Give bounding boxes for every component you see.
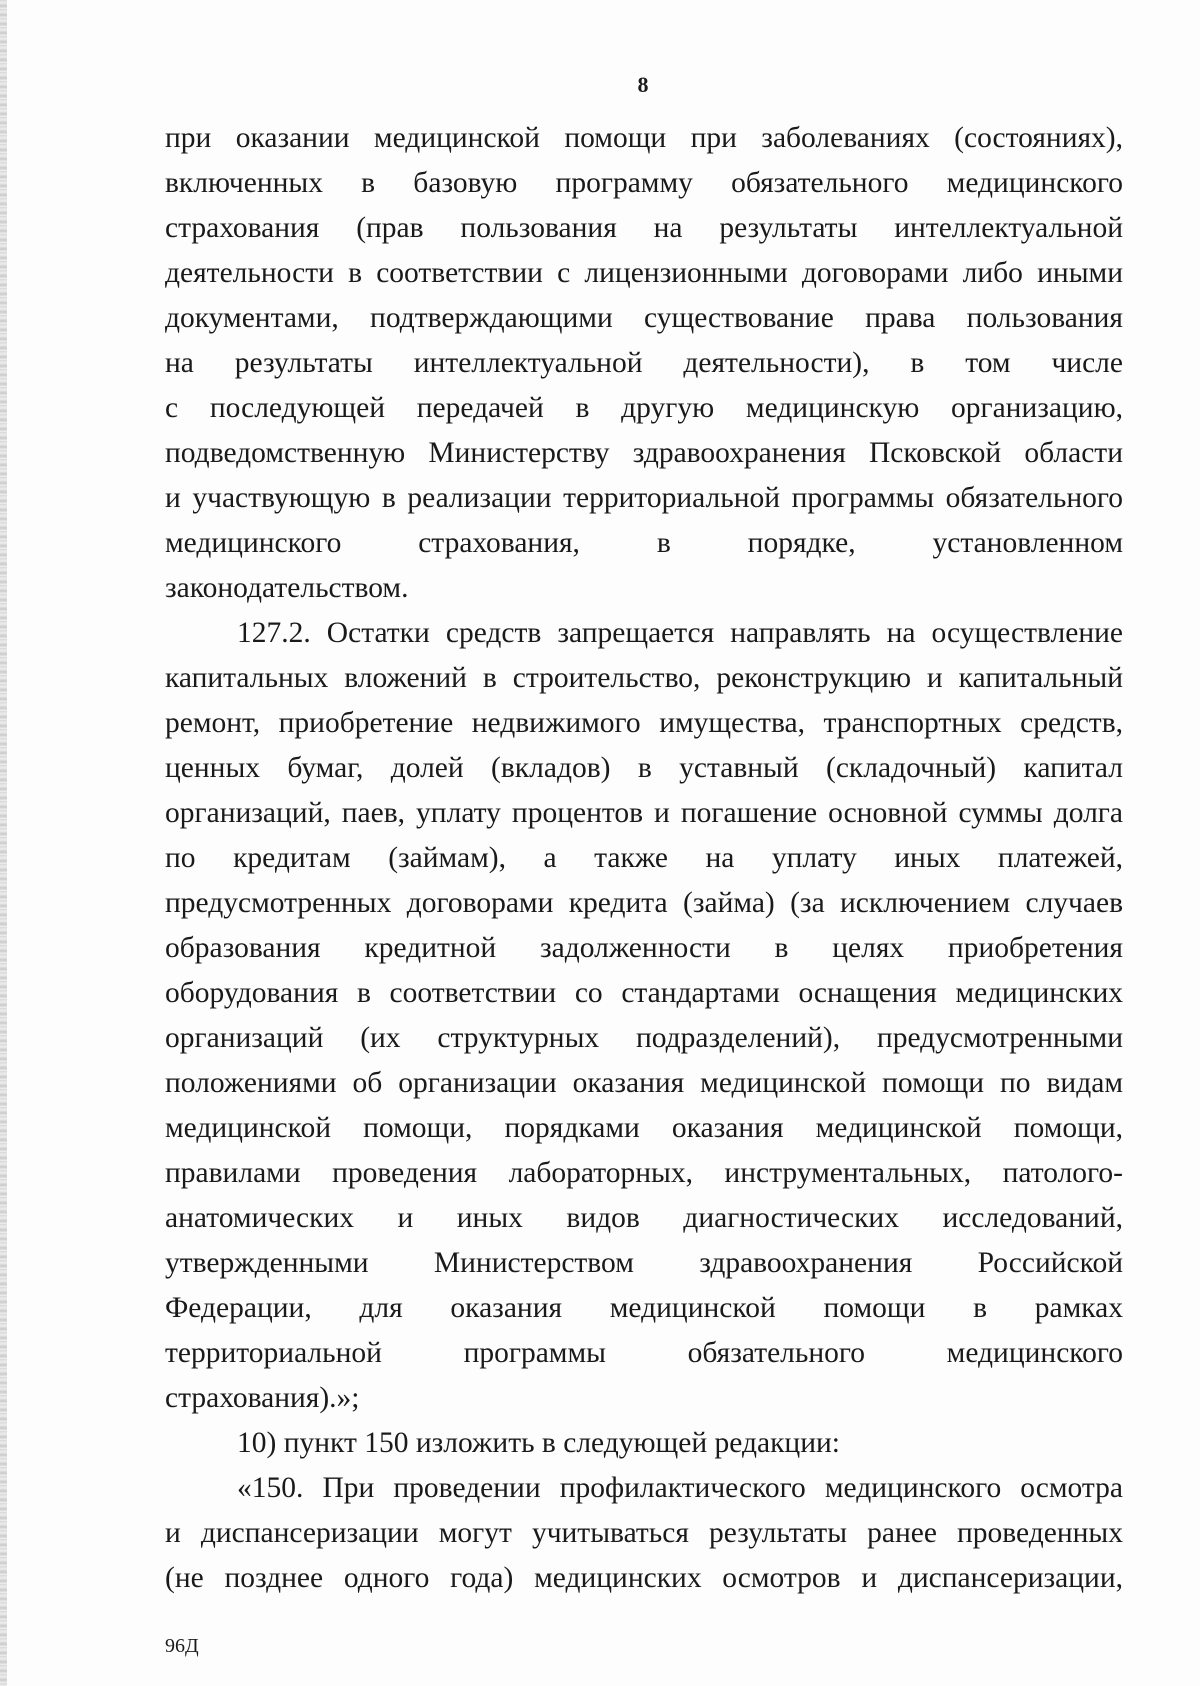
text-line: организаций, паев, уплату процентов и погашение основной суммы долга <box>165 797 1123 829</box>
text-line: при оказании медицинской помощи при заболеваниях (состояниях), <box>165 122 1123 154</box>
text-line: медицинской помощи, порядками оказания медицинской помощи, <box>165 1112 1123 1144</box>
text-line: законодательством. <box>165 572 409 604</box>
text-line: анатомических и иных видов диагностических исследований, <box>165 1202 1123 1234</box>
text-line: 10) пункт 150 изложить в следующей редакции: <box>237 1427 840 1459</box>
text-line: на результаты интеллектуальной деятельности), в том числе <box>165 347 1123 379</box>
text-line: 127.2. Остатки средств запрещается направлять на осуществление <box>237 617 1123 649</box>
text-line: и диспансеризации могут учитываться результаты ранее проведенных <box>165 1517 1123 1549</box>
document-code: 96Д <box>165 1635 199 1657</box>
text-line: капитальных вложений в строительство, реконструкцию и капитальный <box>165 662 1123 694</box>
text-line: и участвующую в реализации территориальной программы обязательного <box>165 482 1123 514</box>
text-line: включенных в базовую программу обязательного медицинского <box>165 167 1123 199</box>
text-line: образования кредитной задолженности в целях приобретения <box>165 932 1123 964</box>
text-line: организаций (их структурных подразделений), предусмотренными <box>165 1022 1123 1054</box>
text-line: по кредитам (займам), а также на уплату иных платежей, <box>165 842 1123 874</box>
text-line: правилами проведения лабораторных, инструментальных, патолого- <box>165 1157 1123 1189</box>
text-line: оборудования в соответствии со стандартами оснащения медицинских <box>165 977 1123 1009</box>
text-line: территориальной программы обязательного медицинского <box>165 1337 1123 1369</box>
text-line: ценных бумаг, долей (вкладов) в уставный (складочный) капитал <box>165 752 1123 784</box>
text-line: страхования (прав пользования на результаты интеллектуальной <box>165 212 1123 244</box>
scan-edge-artifact <box>0 0 7 1686</box>
text-line: утвержденными Министерством здравоохранения Российской <box>165 1247 1123 1279</box>
text-line: страхования).»; <box>165 1382 360 1414</box>
text-line: (не позднее одного года) медицинских осмотров и диспансеризации, <box>165 1562 1123 1594</box>
text-line: с последующей передачей в другую медицинскую организацию, <box>165 392 1123 424</box>
page-number: 8 <box>637 72 649 97</box>
text-line: предусмотренных договорами кредита (займа) (за исключением случаев <box>165 887 1123 919</box>
text-line: медицинского страхования, в порядке, установленном <box>165 527 1123 559</box>
text-line: положениями об организации оказания медицинской помощи по видам <box>165 1067 1123 1099</box>
text-line: деятельности в соответствии с лицензионными договорами либо иными <box>165 257 1123 289</box>
text-line: документами, подтверждающими существование права пользования <box>165 302 1123 334</box>
text-line: «150. При проведении профилактического медицинского осмотра <box>237 1472 1123 1504</box>
text-line: Федерации, для оказания медицинской помощи в рамках <box>165 1292 1123 1324</box>
document-body <box>165 116 1123 1601</box>
text-line: ремонт, приобретение недвижимого имущества, транспортных средств, <box>165 707 1123 739</box>
text-line: подведомственную Министерству здравоохранения Псковской области <box>165 437 1123 469</box>
